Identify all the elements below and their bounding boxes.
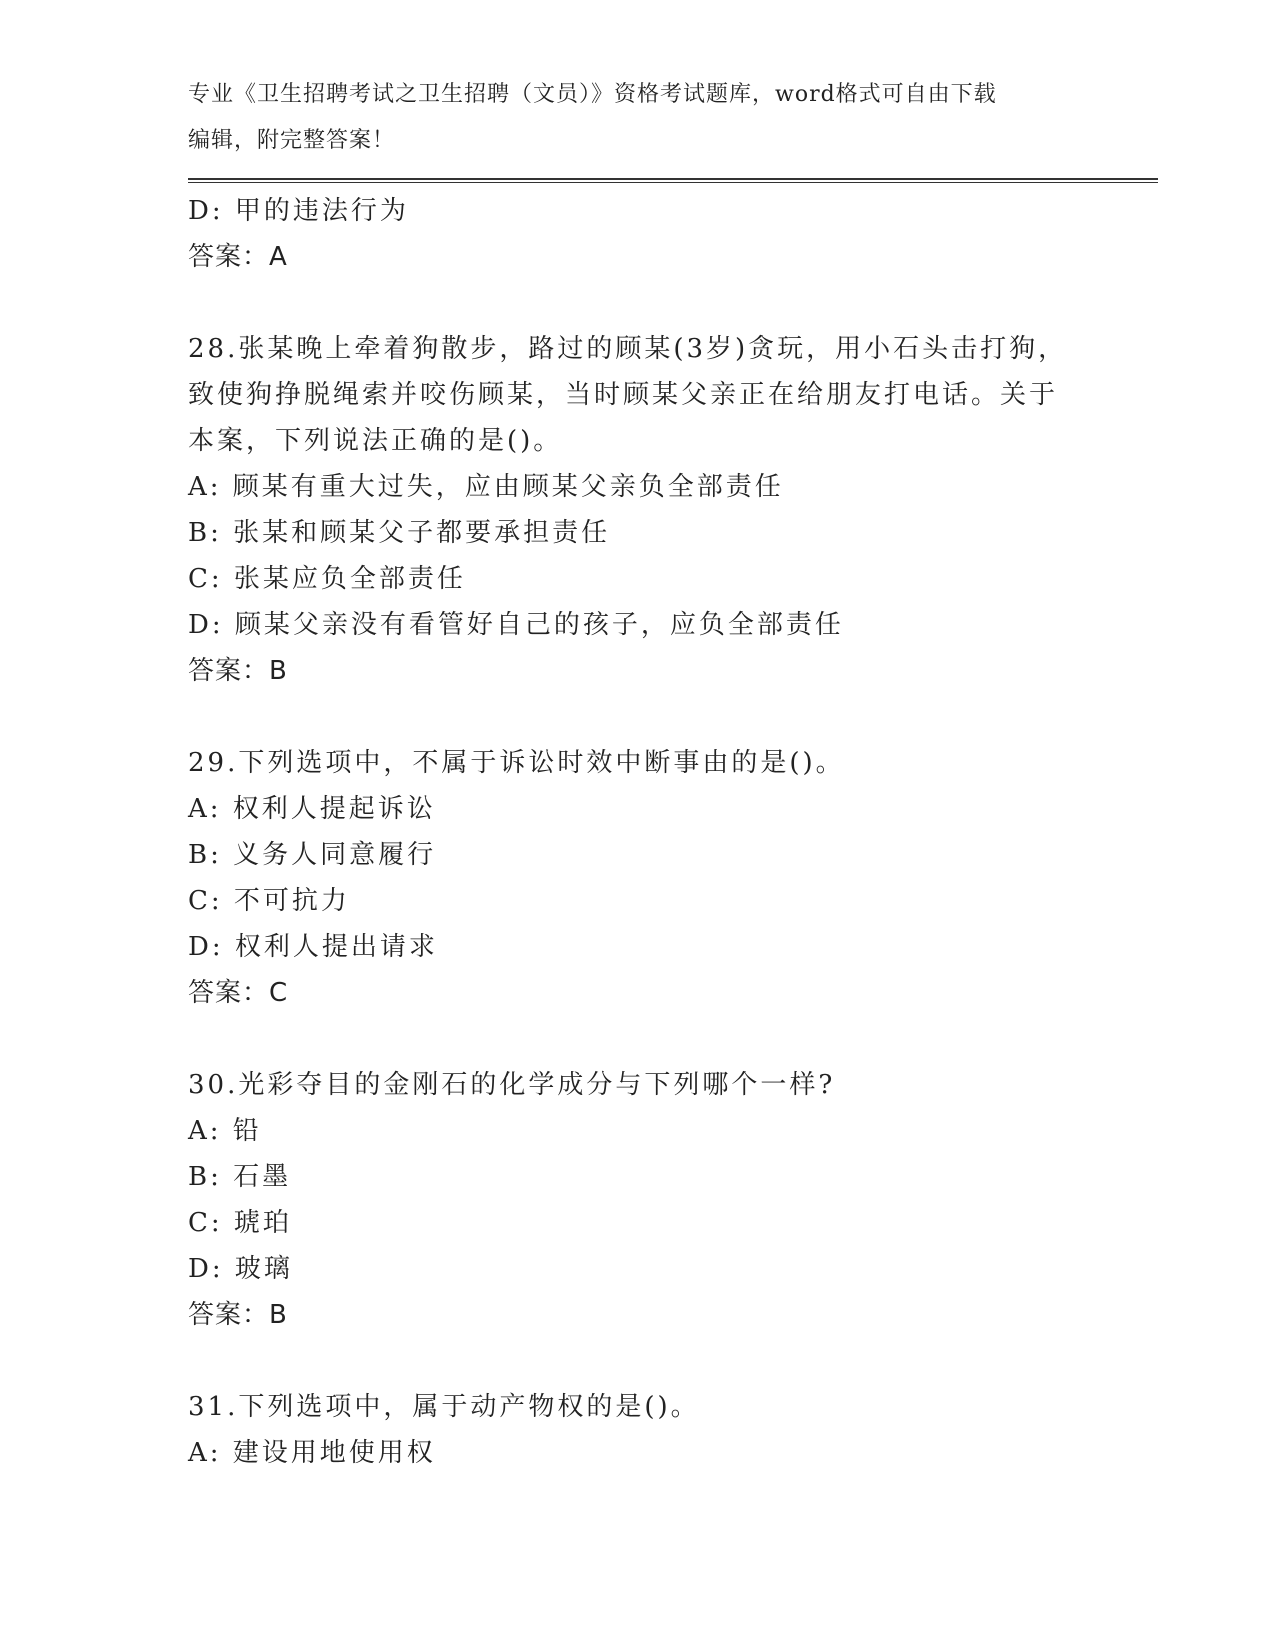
prev-question-option-d: D: 甲的违法行为 (188, 196, 409, 226)
option-c: C: 张某应负全部责任 (188, 564, 466, 594)
option-c: C: 琥珀 (188, 1208, 292, 1238)
header-line-2: 编辑，附完整答案！ (188, 128, 396, 153)
question-30 (188, 1062, 1108, 1338)
question-stem-line: 致使狗挣脱绳索并咬伤顾某，当时顾某父亲正在给朋友打电话。关于 (188, 380, 1059, 410)
option-d: D: 权利人提出请求 (188, 932, 438, 962)
spacer (188, 280, 1108, 326)
question-31 (188, 1384, 1108, 1476)
question-28 (188, 326, 1108, 694)
option-a: A: 权利人提起诉讼 (188, 794, 436, 824)
question-stem-line: 28.张某晚上牵着狗散步，路过的顾某(3岁)贪玩，用小石头击打狗， (188, 334, 1068, 364)
spacer (188, 1016, 1108, 1062)
option-c: C: 不可抗力 (188, 886, 350, 916)
header-divider-thin (188, 182, 1158, 183)
header-divider-thick (188, 178, 1158, 180)
option-b: B: 张某和顾某父子都要承担责任 (188, 518, 611, 548)
question-stem-line: 30.光彩夺目的金刚石的化学成分与下列哪个一样? (188, 1070, 836, 1100)
question-stem-line: 本案，下列说法正确的是()。 (188, 426, 563, 456)
question-29 (188, 740, 1108, 1016)
question-stem-line: 29.下列选项中，不属于诉讼时效中断事由的是()。 (188, 748, 845, 778)
option-a: A: 建设用地使用权 (188, 1438, 436, 1468)
document-body (188, 188, 1108, 1476)
question-stem-line: 31.下列选项中，属于动产物权的是()。 (188, 1392, 700, 1422)
option-b: B: 义务人同意履行 (188, 840, 437, 870)
option-a: A: 铅 (188, 1116, 262, 1146)
spacer (188, 694, 1108, 740)
option-a: A: 顾某有重大过失，应由顾某父亲负全部责任 (188, 472, 784, 502)
document-header (188, 72, 1088, 164)
header-line-1: 专业《卫生招聘考试之卫生招聘（文员）》资格考试题库，word格式可自由下载 (188, 82, 997, 107)
answer: 答案：C (188, 978, 289, 1008)
answer: 答案：B (188, 1300, 288, 1330)
option-d: D: 顾某父亲没有看管好自己的孩子，应负全部责任 (188, 610, 844, 640)
answer: 答案：B (188, 656, 288, 686)
spacer (188, 1338, 1108, 1384)
prev-question-answer: 答案：A (188, 242, 288, 272)
option-b: B: 石墨 (188, 1162, 292, 1192)
option-d: D: 玻璃 (188, 1254, 293, 1284)
